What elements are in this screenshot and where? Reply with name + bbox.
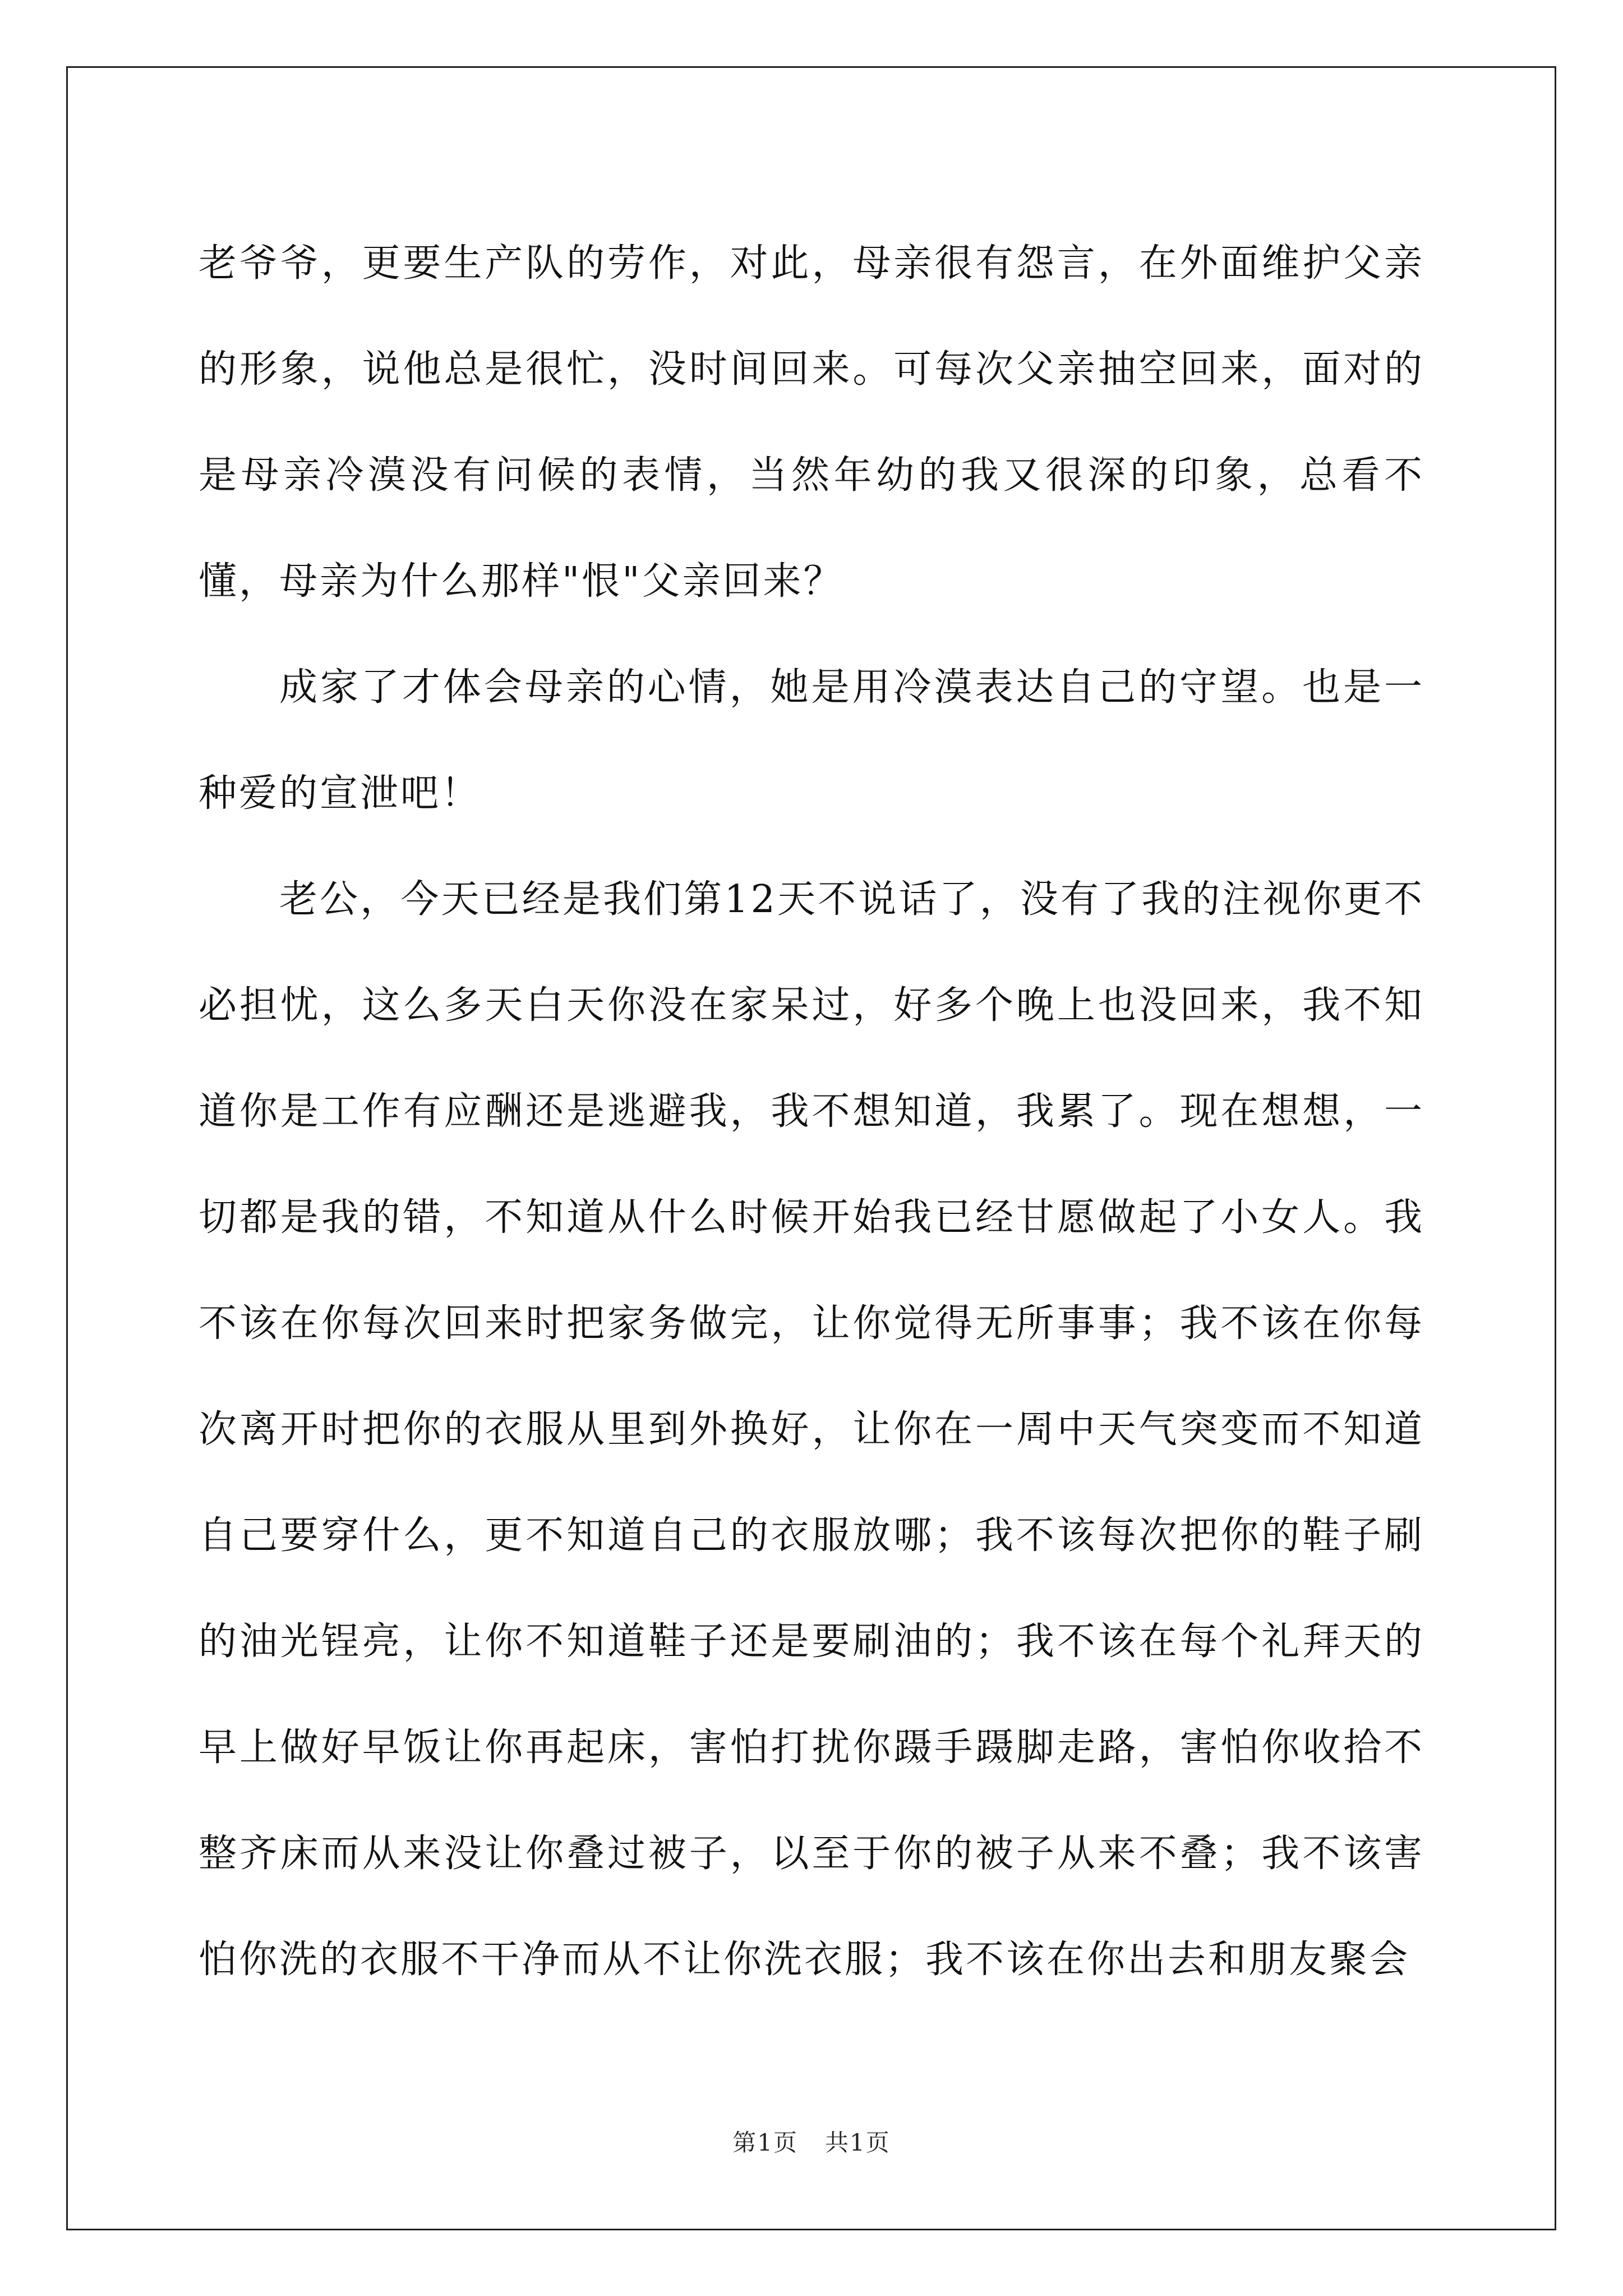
document-body xyxy=(199,210,1424,2013)
page-number: 第1页 xyxy=(732,2129,798,2156)
paragraph-1: 老爷爷，更要生产队的劳作，对此，母亲很有怨言，在外面维护父亲的形象，说他总是很忙，没时间回来。可每次父亲抽空回来，面对的是母亲冷漠没有问候的表情，当然年幼的我又很深的印象，总看不懂，母亲为什么那样"恨"父亲回来？ xyxy=(199,241,1424,604)
paragraph-3: 老公，今天已经是我们第12天不说话了，没有了我的注视你更不必担忧，这么多天白天你没在家呆过，好多个晚上也没回来，我不知道你是工作有应酬还是逃避我，我不想知道，我累了。现在想想，一切都是我的错，不知道从什么时候开始我已经甘愿做起了小女人。我不该在你每次回来时把家务做完，让你觉得无所事事；我不该在你每次离开时把你的衣服从里到外换好，让你在一周中天气突变而不知道自己要穿什么，更不知道自己的衣服放哪；我不该每次把你的鞋子刷的油光锃亮，让你不知道鞋子还是要刷油的；我不该在每个礼拜天的早上做好早饭让你再起床，害怕打扰你蹑手蹑脚走路，害怕你收拾不整齐床而从来没让你叠过被子，以至于你的被子从来不叠；我不该害怕你洗的衣服不干净而从不让你洗衣服；我不该在你出去和朋友聚会 xyxy=(199,877,1424,1982)
page-footer xyxy=(0,2126,1623,2160)
page-total: 共1页 xyxy=(825,2129,891,2156)
paragraph-2: 成家了才体会母亲的心情，她是用冷漠表达自己的守望。也是一种爱的宣泄吧！ xyxy=(199,665,1424,816)
